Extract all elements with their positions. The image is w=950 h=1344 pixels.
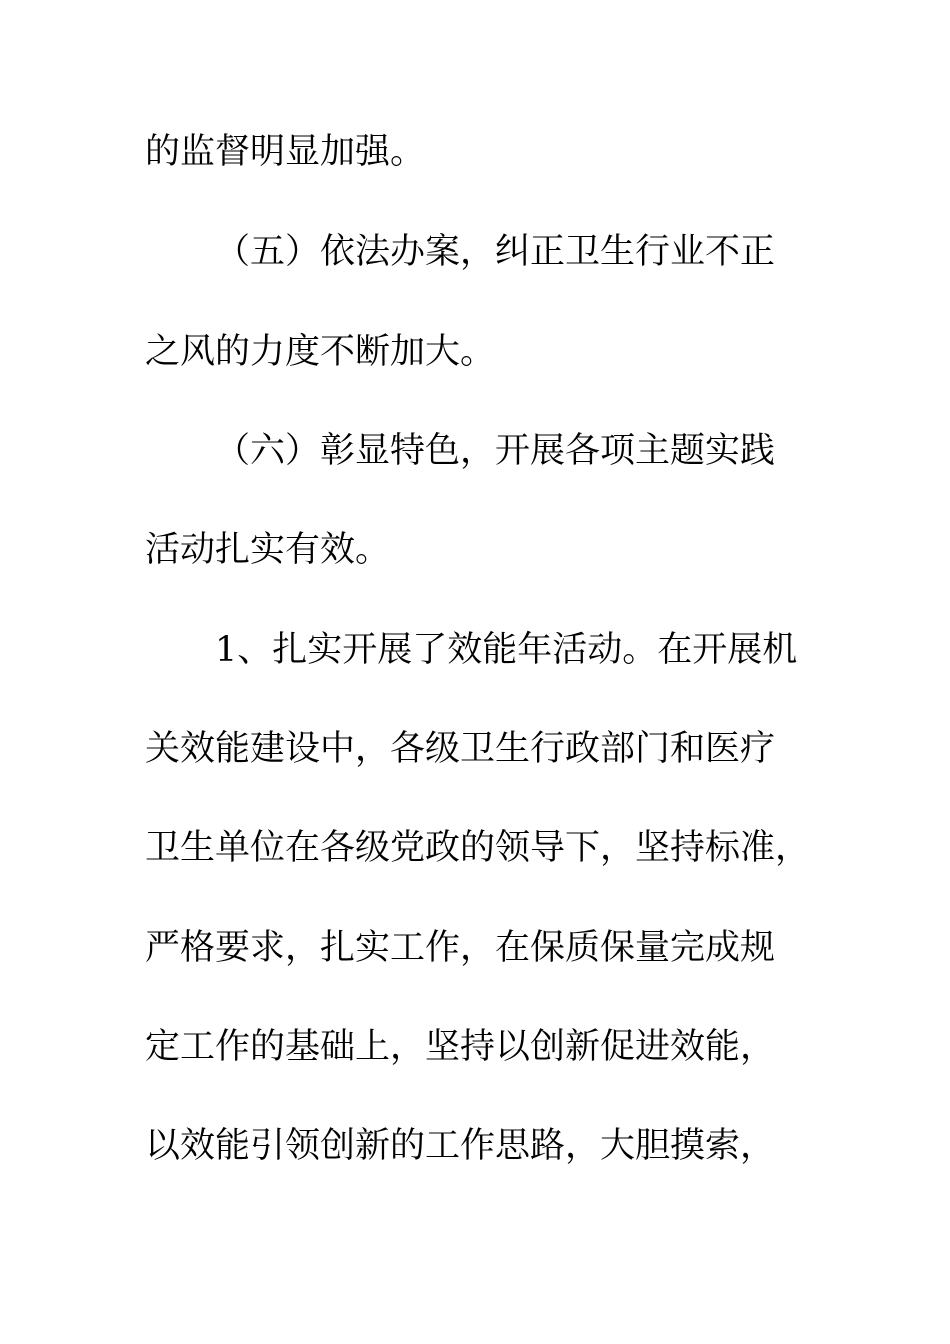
text-line: 卫生单位在各级党政的领导下，坚持标准， <box>145 828 811 868</box>
list-item-one-start: 1、扎实开展了效能年活动。在开展机 <box>215 630 798 670</box>
text-line: 关效能建设中，各级卫生行政部门和医疗 <box>145 729 776 769</box>
section-heading-six: （六）彰显特色，开展各项主题实践 <box>215 431 776 471</box>
section-heading-five: （五）依法办案，纠正卫生行业不正 <box>215 232 776 272</box>
text-line: 定工作的基础上，坚持以创新促进效能， <box>145 1027 776 1067</box>
text-line: 活动扎实有效。 <box>145 530 391 570</box>
text-line: 的监督明显加强。 <box>145 132 426 172</box>
text-line: 之风的力度不断加大。 <box>145 332 496 372</box>
text-line: 严格要求，扎实工作，在保质保量完成规 <box>145 928 776 968</box>
text-line: 以效能引领创新的工作思路，大胆摸索， <box>145 1126 776 1166</box>
